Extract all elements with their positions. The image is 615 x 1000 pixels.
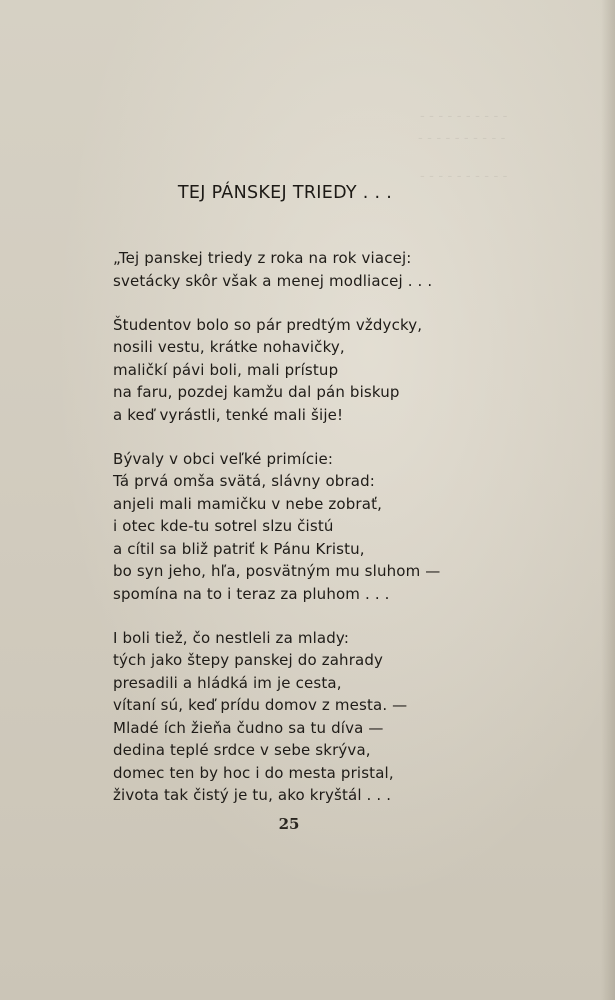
poem-line: I boli tiež, čo nestleli za mlady:: [113, 628, 350, 647]
poem-line: domec ten by hoc i do mesta pristal,: [113, 763, 394, 782]
poem-line: Študentov bolo so pár predtým vždycky,: [113, 315, 423, 334]
poem-line: spomína na to i teraz za pluhom . . .: [113, 584, 390, 603]
stanza-2: [113, 314, 440, 427]
poem-line: bo syn jeho, hľa, posvätným mu sluhom —: [113, 562, 441, 580]
poem-line: i otec kde-tu sotrel slzu čistú: [113, 517, 334, 535]
poem-title: TEJ PÁNSKEJ TRIEDY . . .: [177, 183, 393, 203]
poem-line: svetácky skôr však a menej modliacej . . .: [113, 271, 433, 290]
poem-line: anjeli mali mamičku v nebe zobrať,: [113, 494, 383, 513]
stanza-4: [113, 627, 440, 807]
bleed-through-text: - - - - - - - - - -: [420, 108, 508, 124]
poem-line: a cítil sa bliž patriť k Pánu Kristu,: [113, 539, 365, 558]
stanza-1: [113, 247, 440, 292]
poem-line: tých jako štepy panskej do zahrady: [113, 651, 384, 669]
poem-line: na faru, pozdej kamžu dal pán biskup: [113, 383, 400, 401]
poem-line: vítaní sú, keď prídu domov z mesta. —: [113, 696, 408, 714]
bleed-through-text: - - - - - - - - - -: [418, 130, 506, 146]
poem-line: presadili a hládká im je cesta,: [113, 673, 342, 692]
poem-line: Bývaly v obci veľké primície:: [113, 449, 334, 468]
poem-line: Mladé ích žieňa čudno sa tu díva —: [113, 718, 384, 737]
poem-line: „Tej panskej triedy z roka na rok viacej:: [113, 249, 412, 267]
poem-line: a keď vyrástli, tenké mali šije!: [113, 405, 344, 424]
bleed-through-text: - - - - - - - - - -: [420, 168, 508, 184]
poem-line: Tá prvá omša svätá, slávny obrad:: [113, 472, 376, 490]
poem-line: nosili vestu, krátke nohavičky,: [113, 338, 345, 356]
poem-line: života tak čistý je tu, ako kryštál . . .: [113, 786, 392, 804]
page-number: 25: [278, 815, 300, 833]
poem-body: [113, 247, 440, 828]
poem-line: maličkí pávi boli, mali prístup: [113, 360, 339, 379]
stanza-3: [113, 448, 440, 606]
poem-line: dedina teplé srdce v sebe skrýva,: [113, 741, 371, 759]
